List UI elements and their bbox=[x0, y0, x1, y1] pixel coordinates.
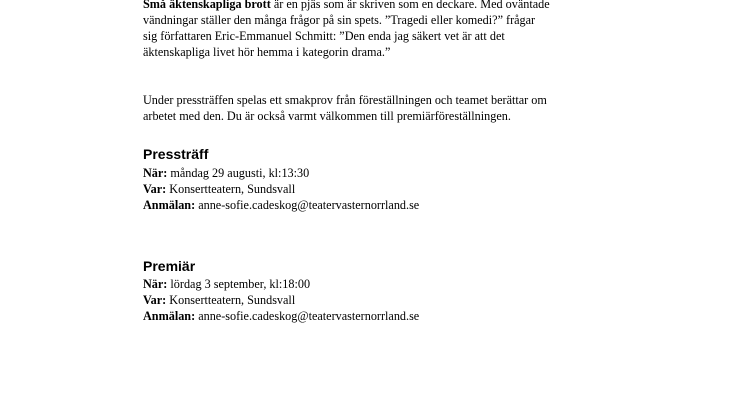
premiere-when-value: lördag 3 september, kl:18:00 bbox=[167, 277, 311, 291]
premiere-where bbox=[143, 292, 613, 308]
premiere-where-value: Konsertteatern, Sundsvall bbox=[166, 293, 296, 307]
press-heading: Pressträff bbox=[143, 146, 209, 162]
press-signup-email-link[interactable]: anne-sofie.cadeskog@teatervasternorrland.se bbox=[198, 198, 420, 212]
press-where-value: Konsertteatern, Sundsvall bbox=[166, 182, 296, 196]
press-when-value: måndag 29 augusti, kl:13:30 bbox=[167, 166, 310, 180]
intro-line-2: vändningar ställer den många frågor på sin spets. ”Tragedi eller komedi?” frågar bbox=[143, 13, 536, 27]
intro-line-1 bbox=[143, 0, 613, 12]
press-info-line-1: Under pressträffen spelas ett smakprov från föreställningen och teamet berättar om bbox=[143, 93, 547, 107]
intro-paragraph bbox=[143, 0, 613, 60]
press-where-label: Var: bbox=[143, 182, 167, 196]
press-where bbox=[143, 181, 613, 197]
premiere-where-label: Var: bbox=[143, 293, 167, 307]
press-details bbox=[143, 165, 613, 213]
intro-line-1-text: är en pjäs som är skriven som en deckare. Med oväntade bbox=[270, 0, 550, 11]
play-title: Små äktenskapliga brott bbox=[143, 0, 271, 11]
premiere-signup-email-link[interactable]: anne-sofie.cadeskog@teatervasternorrland.se bbox=[198, 309, 420, 323]
press-info-line-2: arbetet med den. Du är också varmt välkommen till premiärföreställningen. bbox=[143, 109, 511, 123]
press-info-paragraph bbox=[143, 92, 613, 124]
press-when-label: När: bbox=[143, 166, 168, 180]
premiere-details bbox=[143, 276, 613, 324]
premiere-when-label: När: bbox=[143, 277, 168, 291]
press-signup bbox=[143, 197, 613, 213]
press-signup-label: Anmälan: bbox=[143, 198, 196, 212]
press-when bbox=[143, 165, 613, 181]
premiere-signup bbox=[143, 308, 613, 324]
premiere-signup-label: Anmälan: bbox=[143, 309, 196, 323]
premiere-when bbox=[143, 276, 613, 292]
intro-line-3: sig författaren Eric-Emmanuel Schmitt: ”Den enda jag säkert vet är att det bbox=[143, 29, 505, 43]
intro-line-4: äktenskapliga livet hör hemma i kategorin drama.” bbox=[143, 45, 391, 59]
premiere-heading: Premiär bbox=[143, 258, 196, 274]
